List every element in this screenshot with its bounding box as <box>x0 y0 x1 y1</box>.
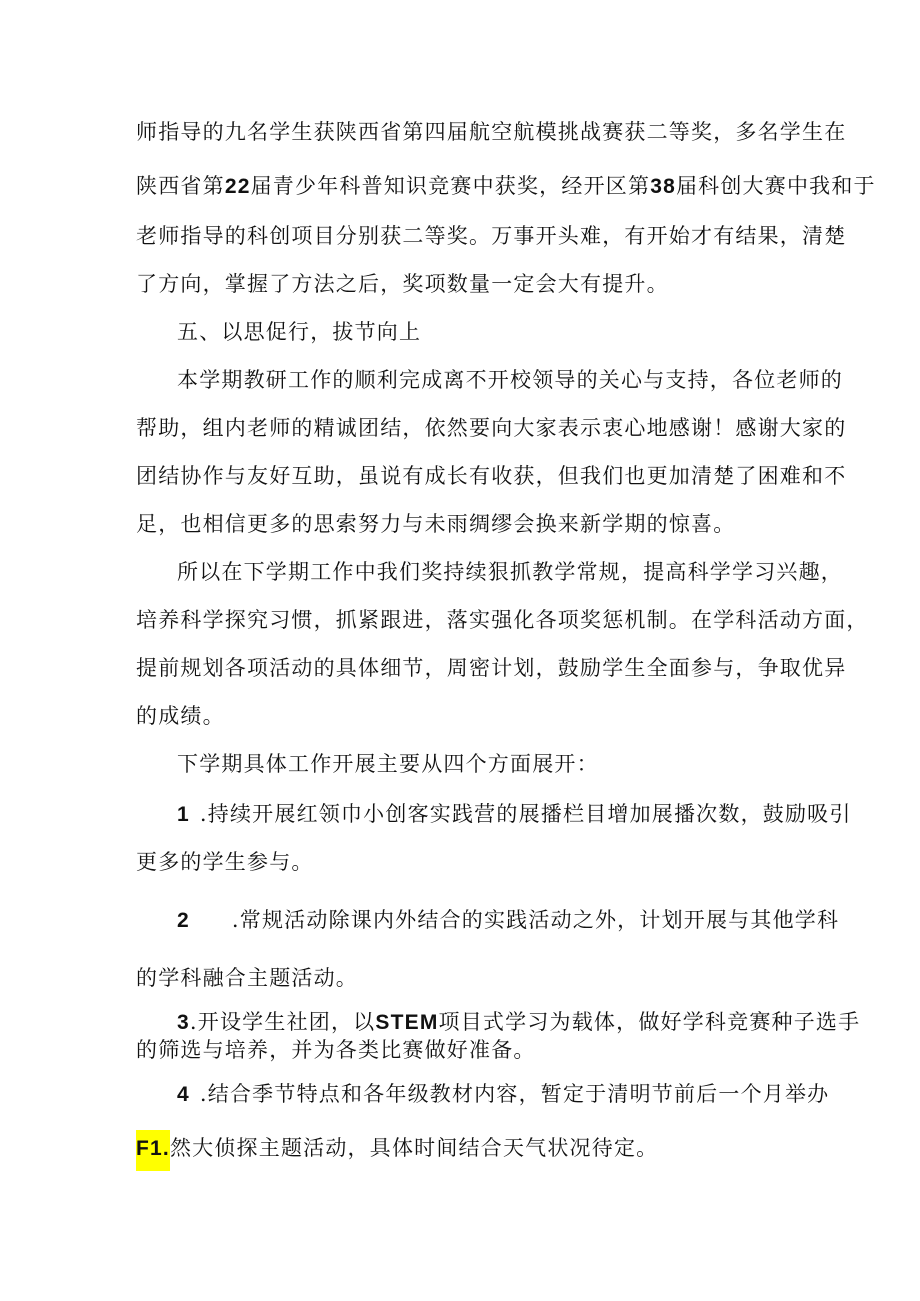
paragraph3-line4: 的成绩。 <box>136 704 225 728</box>
text-segment: .结合季节特点和各年级教材内容，暂定于清明节前后一个月举办 <box>199 1082 830 1106</box>
paragraph1-line2 <box>136 172 876 201</box>
highlight-mark: F1. <box>136 1130 170 1171</box>
item-number-1: 1 <box>177 803 190 826</box>
list-item-4-line2 <box>136 1130 658 1171</box>
text-segment: .持续开展红领巾小创客实践营的展播栏目增加展播次数，鼓励吸引 <box>199 802 852 826</box>
text-segment: 项目式学习为载体，做好学科竞赛种子选手 <box>438 1010 861 1034</box>
paragraph2-line1: 本学期教研工作的顺利完成离不开校领导的关心与支持，各位老师的 <box>177 368 843 392</box>
paragraph3-line3: 提前规划各项活动的具体细节，周密计划，鼓励学生全面参与，争取优异 <box>136 656 847 680</box>
number-38: 38 <box>650 175 676 198</box>
item-number-3: 3 <box>177 1011 190 1034</box>
paragraph2-line4: 足，也相信更多的思索努力与未雨绸缪会换来新学期的惊喜。 <box>136 512 736 536</box>
paragraph3-line1: 所以在下学期工作中我们奖持续狠抓教学常规，提高科学学习兴趣， <box>177 560 843 584</box>
list-item-2-line2: 的学科融合主题活动。 <box>136 966 358 990</box>
text-segment: 届科创大赛中我和于 <box>675 174 876 198</box>
text-segment: .常规活动除课内外结合的实践活动之外，计划开展与其他学科 <box>231 908 840 932</box>
item-number-4: 4 <box>177 1083 190 1106</box>
paragraph2-line2: 帮助，组内老师的精诚团结，依然要向大家表示衷心地感谢！感谢大家的 <box>136 416 847 440</box>
list-item-1-line2: 更多的学生参与。 <box>136 850 314 874</box>
list-item-3-line1 <box>177 1008 860 1037</box>
paragraph2-line3: 团结协作与友好互助，虽说有成长有收获，但我们也更加清楚了困难和不 <box>136 464 847 488</box>
stem-text: STEM <box>375 1011 439 1034</box>
plan-intro: 下学期具体工作开展主要从四个方面展开： <box>177 752 599 776</box>
paragraph1-line3: 老师指导的科创项目分别获二等奖。万事开头难，有开始才有结果，清楚 <box>136 224 847 248</box>
text-segment: 然大侦探主题活动，具体时间结合天气状况待定。 <box>169 1136 659 1160</box>
paragraph3-line2: 培养科学探究习惯，抓紧跟进，落实强化各项奖惩机制。在学科活动方面， <box>136 608 869 632</box>
number-22: 22 <box>224 175 251 198</box>
text-segment: .开设学生社团，以 <box>189 1010 376 1034</box>
list-item-4-line1 <box>177 1080 829 1109</box>
item-number-2: 2 <box>177 909 190 932</box>
paragraph1-line1: 师指导的九名学生获陕西省第四届航空航模挑战赛获二等奖，多名学生在 <box>136 120 847 144</box>
text-segment: 届青少年科普知识竞赛中获奖，经开区第 <box>250 174 651 198</box>
list-item-1-line1 <box>177 800 852 829</box>
list-item-3-line2: 的筛选与培养，并为各类比赛做好准备。 <box>136 1038 536 1062</box>
section-heading-5: 五、以思促行，拔节向上 <box>177 320 422 344</box>
text-segment: 陕西省第 <box>136 174 225 198</box>
paragraph1-line4: 了方向，掌握了方法之后，奖项数量一定会大有提升。 <box>136 272 669 296</box>
list-item-2-line1 <box>177 906 839 935</box>
